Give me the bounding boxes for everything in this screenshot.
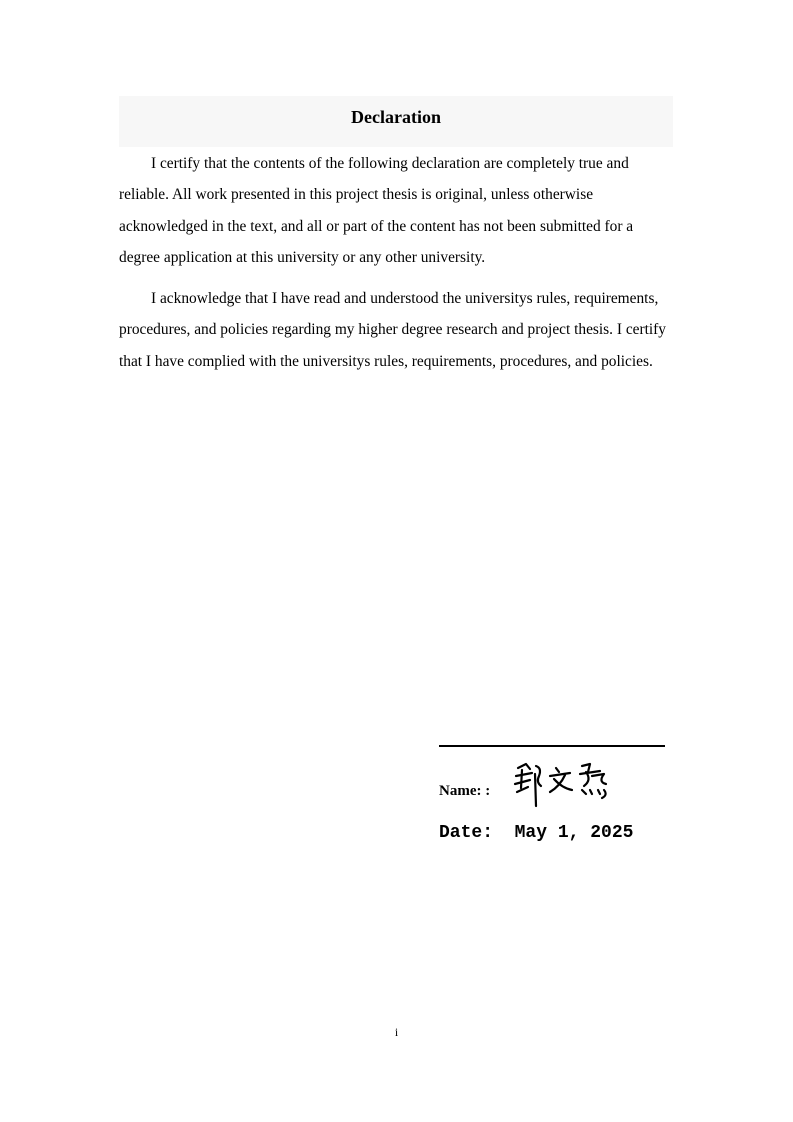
name-label: Name: : [439,783,491,799]
page-number: i [394,1025,399,1039]
signature-line [439,745,665,747]
declaration-body [119,148,673,387]
page-title: Declaration [351,107,441,127]
declaration-paragraph: I acknowledge that I have read and understood the universitys rules, requirements, procedures, and policies regarding my higher degree research and project thesis. I certify that I have complied with the universitys rules, requirements, procedures, and policies. [119,290,666,370]
date-row [439,821,633,845]
date-value: May 1, 2025 [514,823,634,843]
date-label: Date: [439,823,494,843]
handwritten-signature [512,760,612,810]
declaration-paragraph: I certify that the contents of the following declaration are completely true and reliable. All work presented in this project thesis is original, unless otherwise acknowledged in the text, and all or part of the content has not been submitted for a degree application at this university or any other university. [119,155,634,266]
